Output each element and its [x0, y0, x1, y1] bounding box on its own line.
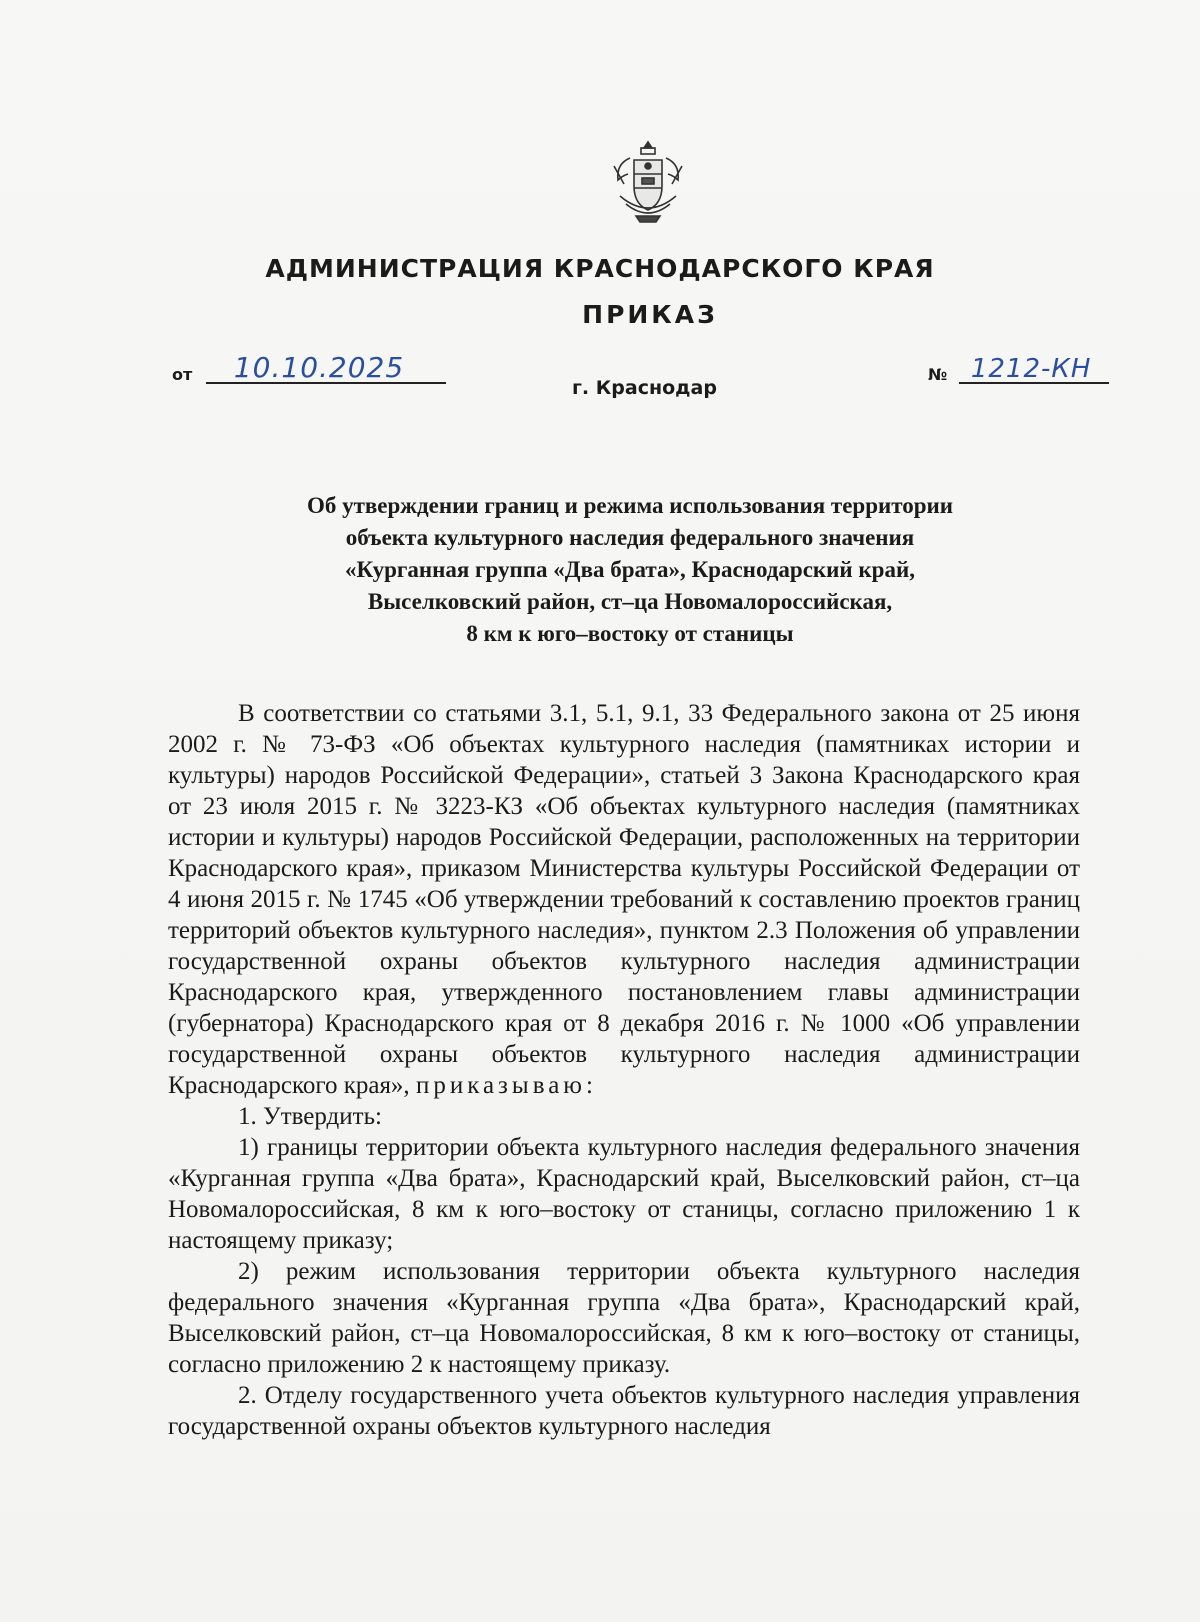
date-field	[172, 351, 446, 384]
preamble-paragraph	[168, 698, 1080, 1101]
handwritten-date: 10.10.2025	[233, 351, 405, 384]
item-1-1: 1) границы территории объекта культурного наследия федерального значения «Курганная группа «Два брата», Краснодарский край, Выселковский район, ст–ца Новомалороссийская, 8 км к юго–востоку от станицы, согласно приложению 1 к настоящему приказу;	[168, 1134, 1080, 1254]
title-line: Выселковский район, ст–ца Новомалороссийская,	[367, 589, 893, 614]
krasnodar-coat-of-arms-icon	[608, 138, 688, 228]
item-1-2: 2) режим использования территории объекта культурного наследия федерального значения «Курганная группа «Два брата», Краснодарский край, Выселковский район, ст–ца Новомалороссийская, 8 км к юго–востоку от станицы, согласно приложению 2 к настоящему приказу.	[168, 1258, 1080, 1378]
number-line	[959, 354, 1109, 384]
item-2: 2. Отделу государственного учета объектов культурного наследия управления государственной охраны объектов культурного наследия	[168, 1382, 1080, 1440]
handwritten-number: 1212-КН	[970, 354, 1092, 384]
item-1: 1. Утвердить:	[238, 1103, 382, 1130]
city: г. Краснодар	[572, 377, 717, 399]
document-body	[168, 698, 1080, 1442]
order-word: приказываю:	[415, 1072, 597, 1099]
title-line: «Курганная группа «Два брата», Краснодарский край,	[345, 557, 915, 582]
title-line: объекта культурного наследия федерального значения	[345, 525, 915, 550]
number-prefix: №	[928, 365, 948, 384]
organization-name: АДМИНИСТРАЦИЯ КРАСНОДАРСКОГО КРАЯ	[265, 254, 935, 283]
date-prefix: от	[172, 365, 193, 384]
preamble-text: В соответствии со статьями 3.1, 5.1, 9.1, 33 Федерального закона от 25 июня 2002 г. № 73-ФЗ «Об объектах культурного наследия (памятниках истории и культуры) народов Российской Федерации», статьей 3 Закона Краснодарского края от 23 июля 2015 г. № 3223-КЗ «Об объектах культурного наследия (памятниках истории и культуры) народов Российской Федерации, расположенных на территории Краснодарского края», приказом Министерства культуры Российской Федерации от 4 июня 2015 г. № 1745 «Об утверждении требований к составлению проектов границ территорий объектов культурного наследия», пунктом 2.3 Положения об управлении государственной охраны объектов культурного наследия администрации Краснодарского края, утвержденного постановлением главы администрации (губернатора) Краснодарского края от 8 декабря 2016 г. № 1000 «Об управлении государственной охраны объектов культурного наследия администрации Краснодарского края»,	[168, 700, 1080, 1099]
date-line	[206, 351, 446, 384]
title-line: Об утверждении границ и режима использования территории	[306, 493, 954, 518]
document-type: ПРИКАЗ	[582, 300, 718, 329]
number-field	[928, 354, 1109, 384]
document-title	[180, 490, 1080, 650]
title-line: 8 км к юго–востоку от станицы	[466, 621, 794, 646]
